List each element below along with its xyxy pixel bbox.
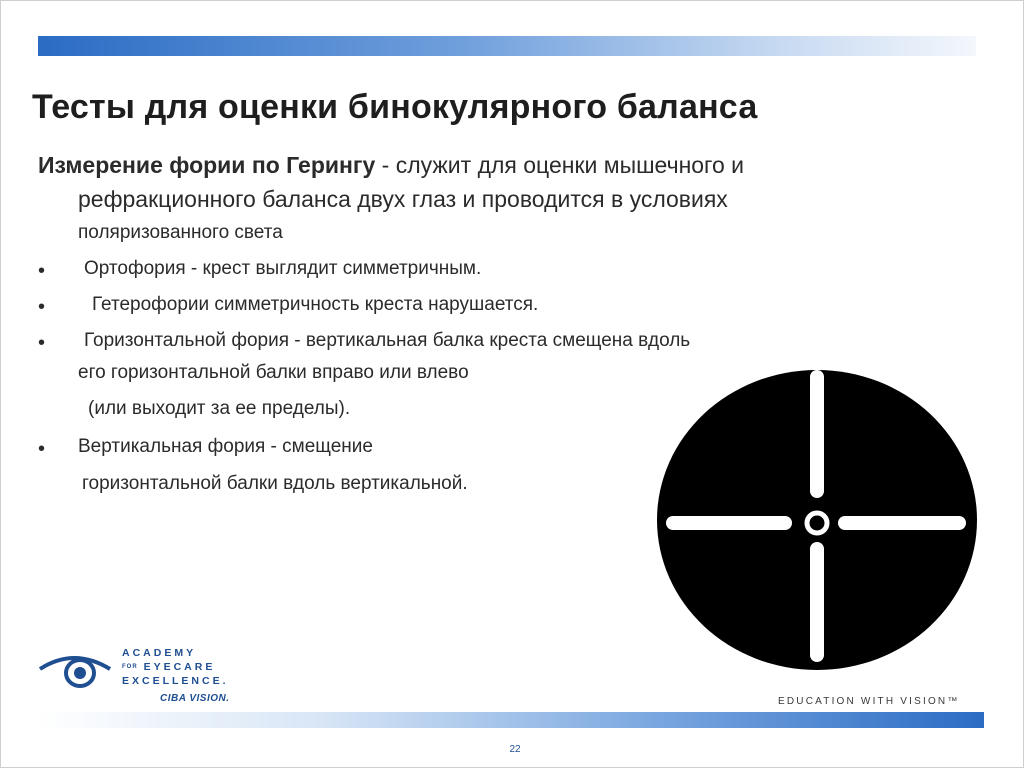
tagline: EDUCATION WITH VISION™ [778, 696, 960, 707]
top-gradient-bar [38, 36, 976, 56]
bullet-3-text-line3: (или выходит за ее пределы). [88, 398, 351, 419]
cross-top-arm [810, 370, 824, 498]
bullet-marker: • [38, 260, 46, 282]
bullet-4-text-line2: горизонтальной балки вдоль вертикальной. [82, 473, 468, 494]
bullet-3-text: Горизонтальной фория - вертикальная балка креста смещена вдоль [84, 330, 691, 351]
cross-left-arm [666, 516, 792, 530]
cross-bottom-arm [810, 542, 824, 662]
bullet-marker: • [38, 438, 46, 460]
eye-logo-icon [38, 649, 112, 693]
intro-bold-term: Измерение фории по Герингу [38, 152, 376, 178]
page-number: 22 [509, 744, 521, 755]
academy-logo [38, 645, 258, 705]
bullet-4-text: Вертикальная фория - смещение [78, 436, 373, 457]
bullet-marker: • [38, 332, 46, 354]
cross-target-image [656, 370, 978, 670]
academy-for: FOR [122, 664, 138, 671]
bottom-gradient-bar [38, 712, 984, 728]
intro-line-1 [38, 152, 744, 179]
bullet-marker: • [38, 296, 46, 318]
intro-rest: - служит для оценки мышечного и [375, 152, 744, 178]
bullet-3-text-line2: его горизонтальной балки вправо или влево [78, 362, 469, 383]
academy-wordmark [122, 646, 229, 688]
academy-eyecare-row [122, 660, 229, 674]
cross-right-arm [838, 516, 966, 530]
slide-title: Тесты для оценки бинокулярного баланса [32, 88, 758, 126]
intro-line-2: рефракционного баланса двух глаз и проводится в условиях [78, 186, 728, 212]
academy-eyecare: EYECARE [143, 661, 216, 673]
ciba-vision-brand: CIBA VISION. [160, 693, 230, 704]
bullet-2-text: Гетерофории симметричность креста нарушается. [92, 294, 539, 315]
academy-word: ACADEMY [122, 647, 197, 659]
intro-line-3: поляризованного света [78, 222, 283, 243]
academy-excellence: EXCELLENCE. [122, 675, 229, 688]
bullet-1-text: Ортофория - крест выглядит симметричным. [84, 258, 482, 279]
